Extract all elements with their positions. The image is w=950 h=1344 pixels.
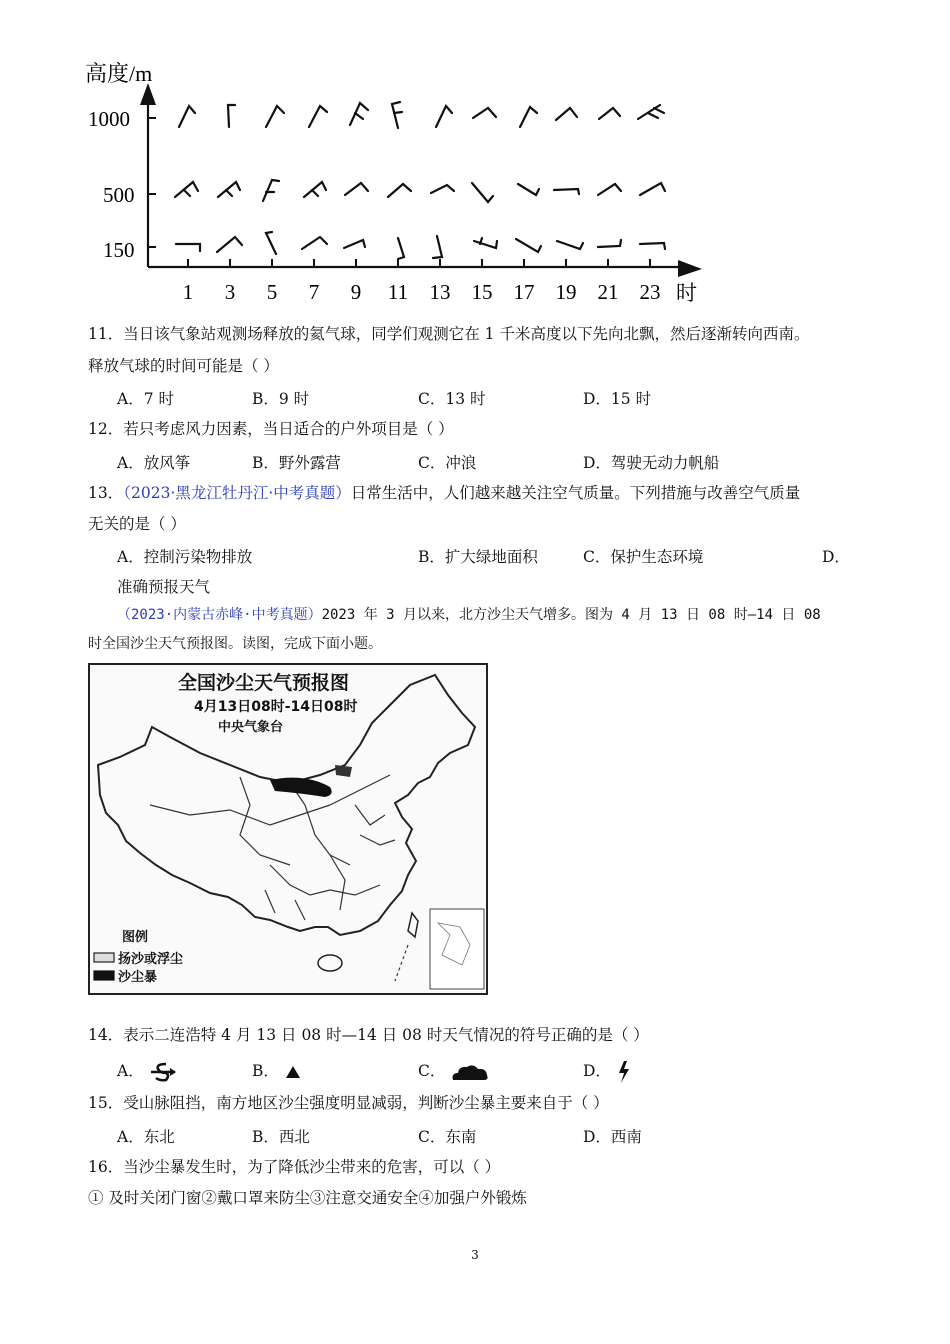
china-map-drawing [90, 665, 486, 993]
barb-500-19 [554, 189, 579, 194]
x-tick-label-17: 17 [513, 280, 535, 304]
x-tick-label-19: 19 [555, 280, 577, 304]
intro-line1 [117, 604, 821, 626]
q13-option-b[interactable]: B．扩大绿地面积 [418, 548, 538, 566]
q13-source[interactable]: （2023·黑龙江牡丹江·中考真题） [123, 484, 351, 502]
x-tick-label-15: 15 [471, 280, 493, 304]
q14-option-d-label: D． [583, 1062, 611, 1080]
map-subtitle: 4月13日08时-14日08时 [194, 699, 358, 715]
intro-source[interactable]: （2023·内蒙古赤峰·中考真题） [117, 607, 322, 623]
dust-weather-map [88, 663, 488, 995]
q11-option-c[interactable]: C．13 时 [418, 390, 486, 408]
hail-triangle-icon [285, 1064, 301, 1080]
q12-option-a[interactable]: A．放风筝 [117, 454, 191, 472]
map-title: 全国沙尘天气预报图 [178, 672, 350, 694]
hainan-island [318, 955, 342, 971]
x-tick-label-3: 3 [224, 280, 236, 304]
barb-150-5 [266, 232, 276, 254]
barb-1000-15 [473, 108, 496, 118]
barb-500-21 [598, 184, 621, 195]
q14-option-c-label: C． [418, 1062, 446, 1080]
q11-option-d[interactable]: D．15 时 [583, 390, 652, 408]
barb-500-1 [175, 182, 198, 197]
province-borders [150, 775, 395, 920]
legend-swatch-dust [94, 953, 114, 962]
barb-1000-1 [179, 106, 195, 127]
barb-1000-9 [350, 103, 368, 125]
barb-500-17 [518, 184, 539, 195]
intro-text: 2023 年 3 月以来，北方沙尘天气增多。图为 4 月 13 日 08 时—14 日 08 [321, 607, 821, 623]
barb-1000-17 [520, 107, 537, 127]
map-agency: 中央气象台 [218, 720, 284, 735]
q13-option-d[interactable]: D． [822, 548, 850, 566]
barb-500-7 [304, 182, 326, 197]
barb-1000-23 [638, 105, 664, 119]
q15-option-d[interactable]: D．西南 [583, 1128, 642, 1146]
barb-500-11 [388, 184, 411, 197]
barb-1000-19 [556, 108, 577, 120]
q13-option-c[interactable]: C．保护生态环境 [583, 548, 704, 566]
barb-1000-13 [436, 106, 452, 127]
barb-150-15 [474, 238, 497, 248]
barb-500-9 [345, 183, 368, 195]
q12-option-c[interactable]: C．冲浪 [418, 454, 477, 472]
legend-item-sandstorm: 沙尘暴 [118, 970, 158, 985]
q11-stem-line1: 11．当日该气象站观测场释放的氦气球，同学们观测它在 1 千米高度以下先向北飘，然后逐渐转向西南。 [88, 325, 810, 343]
barb-1000-11 [392, 102, 402, 128]
barb-150-17 [516, 239, 541, 252]
barb-1000-21 [599, 108, 620, 119]
barb-500-15 [472, 183, 493, 202]
y-ticks [148, 118, 156, 247]
y-tick-500: 500 [103, 183, 135, 207]
x-tick-label-13: 13 [429, 280, 451, 304]
barb-150-3 [217, 237, 242, 252]
overcast-cloud-icon [451, 1063, 489, 1081]
q11-stem-line2: 释放气球的时间可能是（ ） [88, 357, 279, 375]
wind-barb-chart [80, 55, 720, 310]
x-tick-label-5: 5 [266, 280, 278, 304]
barb-500-23 [640, 183, 665, 195]
q11-option-b[interactable]: B．9 时 [252, 390, 310, 408]
barb-150-19 [557, 241, 583, 249]
y-axis-arrow [140, 83, 156, 105]
y-tick-150: 150 [103, 238, 135, 262]
barb-500-3 [218, 182, 240, 197]
q14-option-c[interactable] [418, 1059, 489, 1081]
y-tick-1000: 1000 [88, 107, 130, 131]
intro-line2: 时全国沙尘天气预报图。读图，完成下面小题。 [88, 636, 382, 652]
y-axis-label: 高度/m [85, 61, 153, 86]
q14-option-b[interactable] [252, 1059, 301, 1081]
barb-150-11 [398, 238, 404, 259]
q13-stem-line2: 无关的是（ ） [88, 515, 186, 533]
taiwan-island [408, 913, 418, 937]
legend-title: 图例 [122, 930, 149, 945]
q13-stem-line1 [88, 482, 800, 504]
barb-500-5 [263, 180, 279, 201]
barb-1000-5 [266, 106, 284, 127]
q14-option-b-label: B． [252, 1062, 279, 1080]
sandstorm-zone-east [335, 765, 352, 777]
q12-option-b[interactable]: B．野外露营 [252, 454, 341, 472]
x-tick-marks [188, 259, 650, 267]
q14-option-d[interactable] [583, 1059, 631, 1083]
barb-150-23 [640, 243, 665, 249]
x-tick-labels [183, 280, 661, 304]
x-axis-unit: 时 [676, 281, 697, 305]
barb-150-9 [344, 240, 365, 248]
q14-option-a[interactable] [117, 1059, 176, 1083]
q11-option-a[interactable]: A．7 时 [117, 390, 174, 408]
south-china-sea-inset [430, 909, 484, 989]
q15-option-c[interactable]: C．东南 [418, 1128, 477, 1146]
thunderstorm-lightning-icon [617, 1061, 631, 1083]
barb-1000-7 [309, 106, 327, 127]
sandstorm-symbol-icon [150, 1061, 176, 1083]
x-axis-arrow [678, 260, 702, 277]
barb-1000-3 [228, 105, 235, 127]
q12-stem: 12．若只考虑风力因素，当日适合的户外项目是（ ） [88, 420, 454, 438]
q15-stem: 15．受山脉阻挡，南方地区沙尘强度明显减弱，判断沙尘暴主要来自于（ ） [88, 1094, 609, 1112]
x-tick-label-1: 1 [182, 280, 194, 304]
q13-option-d-text: 准确预报天气 [117, 578, 211, 596]
legend-swatch-sandstorm [94, 971, 114, 980]
barb-150-13 [433, 236, 442, 258]
q16-statements: ① 及时关闭门窗②戴口罩来防尘③注意交通安全④加强户外锻炼 [88, 1189, 527, 1207]
q14-stem: 14．表示二连浩特 4 月 13 日 08 时—14 日 08 时天气情况的符号正确的是（ ） [88, 1026, 649, 1044]
q15-option-b[interactable]: B．西北 [252, 1128, 310, 1146]
q15-option-a[interactable]: A．东北 [117, 1128, 175, 1146]
x-tick-label-11: 11 [387, 280, 409, 304]
wind-barbs [175, 102, 665, 259]
barb-150-1 [176, 244, 200, 251]
page-number: 3 [471, 1248, 479, 1262]
barb-150-7 [302, 237, 327, 249]
q13-number: 13． [88, 484, 124, 502]
legend-item-dust: 扬沙或浮尘 [118, 952, 184, 967]
x-tick-label-9: 9 [350, 280, 362, 304]
x-tick-label-7: 7 [308, 280, 320, 304]
barb-150-21 [598, 240, 621, 247]
q14-option-a-label: A． [117, 1062, 144, 1080]
q13-stem-text: 日常生活中，人们越来越关注空气质量。下列措施与改善空气质量 [350, 484, 801, 502]
map-legend [94, 929, 183, 985]
x-tick-label-23: 23 [639, 280, 661, 304]
sandstorm-zone [270, 778, 332, 797]
barb-500-13 [431, 185, 454, 193]
x-tick-label-21: 21 [597, 280, 619, 304]
q16-stem: 16．当沙尘暴发生时，为了降低沙尘带来的危害，可以（ ） [88, 1158, 501, 1176]
q13-option-a[interactable]: A．控制污染物排放 [117, 548, 253, 566]
q12-option-d[interactable]: D．驾驶无动力帆船 [583, 454, 720, 472]
